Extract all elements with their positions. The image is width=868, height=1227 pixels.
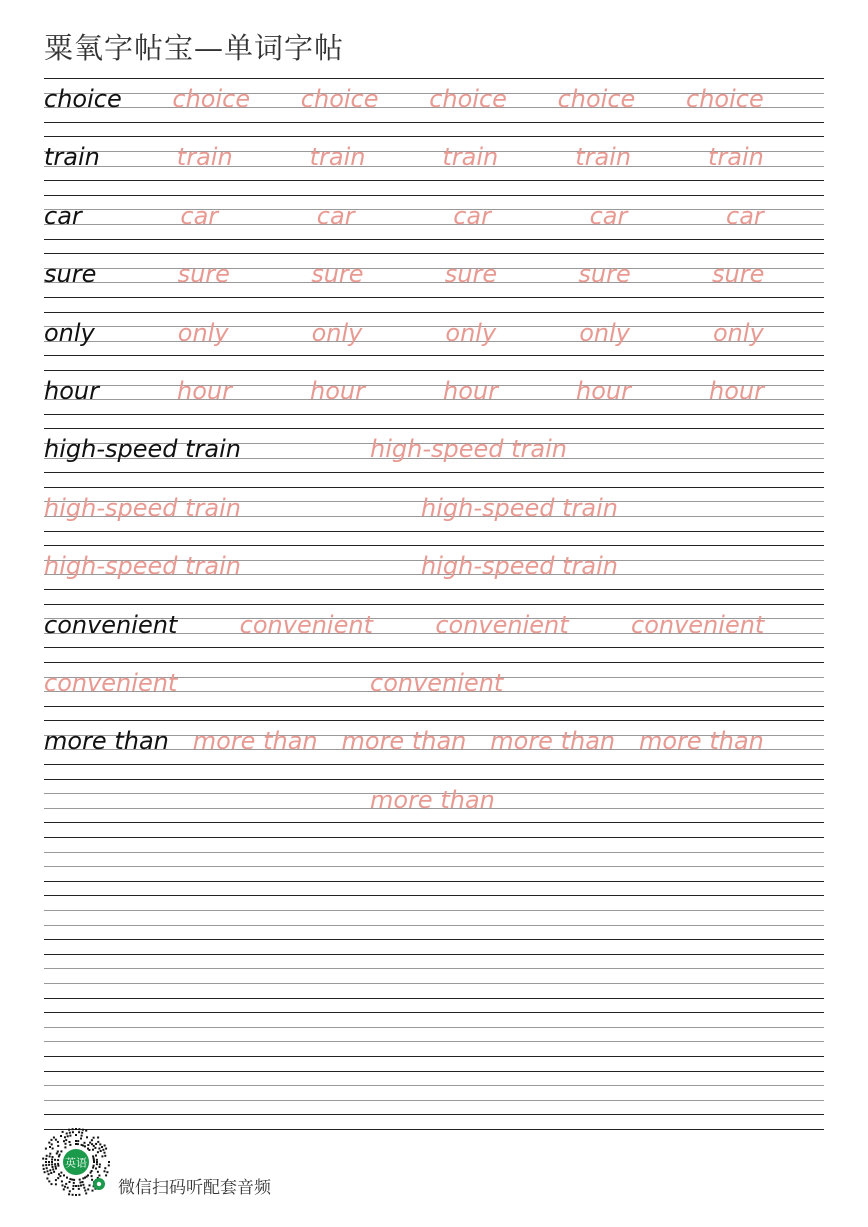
ruling-line	[44, 370, 824, 371]
ruling-line	[44, 954, 824, 955]
trace-word: choice	[172, 85, 251, 113]
ruling-line	[44, 399, 824, 400]
model-word: only	[44, 318, 95, 347]
trace-word: sure	[712, 260, 765, 289]
ruling-line	[44, 428, 824, 429]
ruling-line	[44, 1071, 824, 1072]
trace-word: sure	[177, 260, 230, 289]
model-word: choice	[44, 85, 122, 113]
trace-word: car	[453, 201, 491, 230]
ruling-line	[44, 925, 824, 926]
trace-word: high-speed train	[44, 493, 241, 522]
trace-word: hour	[576, 376, 631, 405]
ruling-line	[44, 545, 824, 546]
trace-word: sure	[444, 260, 498, 289]
ruling-line	[44, 195, 824, 196]
practice-row	[44, 662, 824, 720]
ruling-line	[44, 224, 824, 225]
practice-row	[44, 487, 824, 545]
trace-word: high-speed train	[421, 493, 618, 522]
trace-word: hour	[443, 376, 498, 405]
trace-word: train	[442, 143, 499, 172]
ruling-line	[44, 209, 824, 210]
practice-row	[44, 428, 824, 486]
ruling-line	[44, 939, 824, 940]
trace-word: more than	[341, 727, 467, 756]
ruling-line	[44, 166, 824, 167]
ruling-line	[44, 326, 824, 327]
trace-word: sure	[578, 260, 631, 289]
practice-row	[44, 370, 824, 428]
trace-word: choice	[429, 85, 507, 113]
footer	[42, 1128, 342, 1198]
model-word: hour	[44, 376, 99, 405]
practice-row	[44, 895, 824, 953]
ruling-line	[44, 837, 824, 838]
ruling-line	[44, 589, 824, 590]
trace-word: high-speed train	[370, 435, 567, 464]
model-word: train	[44, 143, 100, 172]
ruling-line	[44, 1041, 824, 1042]
page-title: 粟氧字帖宝—单词字帖	[44, 31, 345, 65]
trace-word: only	[445, 318, 497, 347]
practice-row	[44, 954, 824, 1012]
practice-row	[44, 545, 824, 603]
trace-word: only	[311, 318, 363, 347]
ruling-line	[44, 852, 824, 853]
ruling-line	[44, 268, 824, 269]
ruling-line	[44, 706, 824, 707]
ruling-line	[44, 910, 824, 911]
ruling-line	[44, 531, 824, 532]
practice-row	[44, 1071, 824, 1129]
ruling-line	[44, 355, 824, 356]
ruling-line	[44, 662, 824, 663]
trace-word: more than	[490, 727, 616, 756]
ruling-line	[44, 253, 824, 254]
trace-word: sure	[311, 260, 364, 289]
model-word: high-speed train	[44, 435, 241, 464]
ruling-line	[44, 122, 824, 123]
ruling-line	[44, 239, 824, 240]
trace-word: more than	[639, 727, 764, 756]
ruling-line	[44, 604, 824, 605]
trace-word: convenient	[44, 668, 178, 697]
trace-word: choice	[557, 85, 636, 113]
trace-word: car	[589, 201, 628, 230]
trace-word: train	[708, 143, 764, 172]
practice-sheet	[44, 78, 824, 1131]
trace-word: car	[316, 201, 355, 230]
ruling-line	[44, 1114, 824, 1115]
trace-word: more than	[192, 727, 318, 756]
ruling-line	[44, 647, 824, 648]
ruling-line	[44, 472, 824, 473]
trace-word: only	[713, 318, 764, 347]
ruling-line	[44, 764, 824, 765]
ruling-line	[44, 1056, 824, 1057]
practice-row	[44, 136, 824, 194]
trace-word: convenient	[370, 668, 504, 697]
ruling-line	[44, 822, 824, 823]
practice-row	[44, 779, 824, 837]
ruling-line	[44, 895, 824, 896]
practice-row	[44, 604, 824, 662]
ruling-line	[44, 385, 824, 386]
trace-word: high-speed train	[421, 552, 618, 581]
trace-word: train	[575, 143, 632, 172]
practice-row	[44, 253, 824, 311]
model-word: car	[44, 201, 82, 230]
trace-word: only	[177, 318, 229, 347]
ruling-line	[44, 414, 824, 415]
ruling-line	[44, 968, 824, 969]
ruling-line	[44, 151, 824, 152]
ruling-line	[44, 881, 824, 882]
ruling-line	[44, 78, 824, 79]
ruling-line	[44, 180, 824, 181]
trace-word: hour	[177, 376, 232, 405]
model-word: convenient	[44, 610, 178, 639]
ruling-line	[44, 1012, 824, 1013]
ruling-line	[44, 779, 824, 780]
trace-word: high-speed train	[44, 552, 241, 581]
trace-word: convenient	[435, 610, 569, 639]
practice-row	[44, 195, 824, 253]
trace-word: convenient	[631, 610, 765, 639]
ruling-line	[44, 297, 824, 298]
model-word: more than	[44, 727, 169, 756]
ruling-line	[44, 1085, 824, 1086]
mini-program-qr-code-icon[interactable]	[42, 1128, 110, 1196]
ruling-line	[44, 998, 824, 999]
ruling-line	[44, 487, 824, 488]
practice-row	[44, 312, 824, 370]
ruling-line	[44, 720, 824, 721]
trace-word: car	[726, 201, 764, 230]
footer-audio-text: 微信扫码听配套音频	[118, 1178, 271, 1198]
ruling-line	[44, 341, 824, 342]
ruling-line	[44, 866, 824, 867]
trace-word: only	[579, 318, 630, 347]
trace-word: hour	[709, 376, 764, 405]
practice-row	[44, 78, 824, 136]
ruling-line	[44, 983, 824, 984]
trace-word: choice	[300, 85, 379, 113]
trace-word: convenient	[239, 610, 373, 639]
ruling-line	[44, 1100, 824, 1101]
practice-row	[44, 1012, 824, 1070]
ruling-line	[44, 1027, 824, 1028]
qr-badge-label: 英语	[65, 1156, 87, 1170]
practice-row	[44, 837, 824, 895]
trace-word: choice	[686, 85, 764, 113]
practice-row	[44, 720, 824, 778]
ruling-line	[44, 312, 824, 313]
trace-word: train	[309, 143, 366, 172]
model-word: sure	[44, 260, 97, 289]
trace-word: hour	[310, 376, 365, 405]
ruling-line	[44, 136, 824, 137]
trace-word: car	[180, 201, 219, 230]
trace-word: train	[176, 143, 233, 172]
ruling-line	[44, 282, 824, 283]
trace-word: more than	[370, 785, 495, 814]
